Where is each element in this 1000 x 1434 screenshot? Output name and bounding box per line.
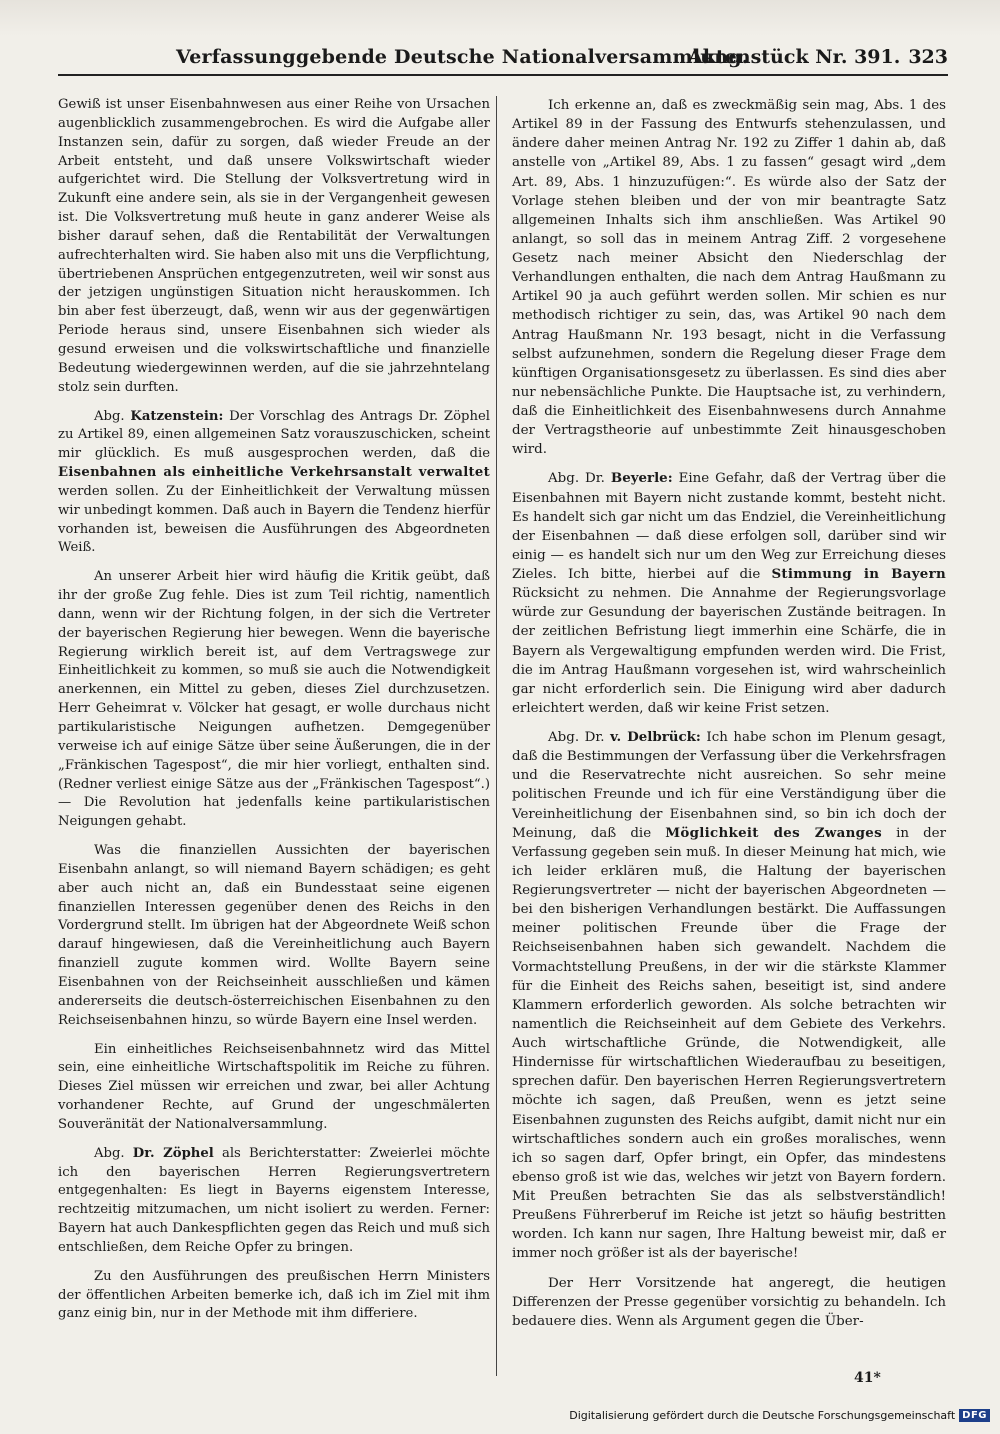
footer-text: Digitalisierung gefördert durch die Deutsche Forschungsgemeinschaft (569, 1409, 956, 1422)
paragraph: Gewiß ist unser Eisenbahnwesen aus einer Reihe von Ursachen augenblicklich zusammengebrochen. Es wird die Aufgabe aller Instanzen sein, dafür zu sorgen, daß wieder Freude an der Arbeit entsteht, und daß unsere Volkswirtschaft wieder aufgerichtet wird. Die Stellung der Volksvertretung wird in Zukunft eine andere sein, als sie in der Vergangenheit gewesen ist. Die Volksvertretung muß heute in ganz anderer Weise als bisher darauf sehen, daß die Rentabilität der Verwaltungen aufrechterhalten wird. Sie haben also mit uns die Verpflichtung, übertriebenen Ansprüchen entgegenzutreten, weil wir sonst aus der jetzigen ungünstigen Situation nicht herauskommen. Ich bin aber fest überzeugt, daß, wenn wir aus der gegenwärtigen Periode heraus sind, unsere Eisenbahnen sich wieder als gesund erweisen und die volkswirtschaftliche und finanzielle Bedeutung wiedergewinnen werden, auf die sie jahrzehntelang stolz sein durften. (58, 97, 491, 395)
page-number: 323 (908, 46, 948, 68)
scan-edge (0, 0, 1000, 36)
emphasized-text: Eisenbahnen als einheitliche Verkehrsanstalt verwaltet (58, 465, 490, 481)
left-column (58, 96, 490, 1324)
digitization-footer (569, 1409, 990, 1422)
paragraph-text: als Berichterstatter: Zweierlei möchte ich den bayerischen Herren Regierungsvertretern entgegenhalten: Es liegt in Bayerns eigenstem Interesse, rechtzeitig mitzumachen, um nicht isoliert zu werden. Ferner: Bayern hat auch Dankespflichten gegen das Reich und muß sich entschließen, dem Reiche Opfer zu bringen. (58, 1145, 490, 1255)
speaker-name: Beyerle: (610, 470, 673, 487)
signature-mark: 41* (854, 1370, 881, 1386)
speaker-name: v. Delbrück: (610, 729, 701, 745)
dfg-logo-icon: DFG (959, 1409, 990, 1422)
speaker-name: Katzenstein: (130, 408, 224, 424)
paragraph-text: Der Vorschlag des Antrags Dr. Zöphel zu Artikel 89, einen allgemeinen Satz vorauszuschicken, scheint mir glücklich. Es muß ausgesprochen werden, daß die (58, 408, 490, 462)
paragraph-text: Rücksicht zu nehmen. Die Annahme der Regierungsvorlage würde zur Gesundung der bayerischen Zustände beitragen. In der zeitlichen Befristung liegt immerhin eine Schärfe, die in Bayern als Vergewaltigung empfunden werden wird. Die Frist, die im Antrag Haußmann vorgesehen ist, wird wahrscheinlich gar nicht erforderlich sein. Die Einigung wird aber dadurch erleichtert werden, daß wir keine Frist setzen. (512, 586, 946, 716)
speaker-prefix: Abg. Dr. (548, 471, 605, 487)
paragraph: Zu den Ausführungen des preußischen Herrn Ministers der öffentlichen Arbeiten bemerke ich, daß ich im Ziel mit ihm ganz einig bin, nur in der Methode mit ihm differiere. (58, 1268, 490, 1322)
emphasized-text: Möglichkeit des Zwanges (665, 824, 882, 841)
speaker-prefix: Abg. Dr. (548, 730, 605, 745)
speaker-prefix: Abg. (94, 408, 125, 424)
header-doc-number: Aktenstück Nr. 391. (688, 46, 901, 68)
speaker-name: Dr. Zöphel (132, 1145, 214, 1161)
column-divider (496, 96, 497, 1376)
speaker-prefix: Abg. (94, 1145, 125, 1161)
paragraph-katzenstein (58, 408, 490, 559)
right-column (512, 96, 946, 1331)
paragraph-delbrueck (512, 728, 946, 1264)
paragraph: Der Herr Vorsitzende hat angeregt, die heutigen Differenzen der Presse gegenüber vorsichtig zu behandeln. Ich bedauere dies. Wenn als Argument gegen die Über- (512, 1275, 946, 1329)
running-header (58, 44, 948, 76)
paragraph-text: Ich habe schon im Plenum gesagt, daß die Bestimmungen der Verfassung über die Verkehrsfragen und die Reservatrechte nicht ausreichen. So sehr meine politischen Freunde und ich für eine Verständigung über die Vereinheitlichung der Eisenbahnen sind, so bin ich doch der Meinung, daß die (512, 730, 946, 841)
paragraph-zoephel (58, 1145, 490, 1258)
emphasized-text: Stimmung in Bayern (771, 566, 947, 582)
paragraph-beyerle (512, 469, 946, 718)
paragraph-text: in der Verfassung gegeben sein muß. In dieser Meinung hat mich, wie ich leider erklären muß, die Haltung der bayerischen Regierungsvertreter — nicht der bayerischen Abgeordneten — bei den bisherigen Verhandlungen bestärkt. Die Auffassungen meiner politischen Freunde über die Frage der Reichseisenbahnen haben sich gewandelt. Nachdem die Vormachtstellung Preußens, in der wir die stärkste Klammer für die Einheit des Reichs sahen, beseitigt ist, sind andere Klammern erforderlich geworden. Als solche betrachten wir namentlich die Reichseinheit auf dem Gebiete des Verkehrs. Auch wirtschaftliche Gründe, die Notwendigkeit, alle Hindernisse für wirtschaftlichen Wiederaufbau zu beseitigen, sprechen dafür. Den bayerischen Herren Regierungsvertretern möchte ich sagen, daß Preußen, wenn es jetzt seine Eisenbahnen zugunsten des Reichs aufgibt, damit nicht nur ein wirtschaftliches sondern auch ein großes moralisches, wenn ich so sagen darf, Opfer bringt, ein Opfer, das mindestens ebenso groß ist wie das, welches wir jetzt von Bayern fordern. Mit Preußen betrachten Sie das als selbstverständlich! Preußens Führerberuf im Reiche ist jetzt so häufig bestritten worden. Ich kann nur sagen, Ihre Haltung beweist mir, daß er immer noch größer ist als der bayerische! (512, 825, 947, 1262)
paragraph: Was die finanziellen Aussichten der bayerischen Eisenbahn anlangt, so will niemand Bayern schädigen; es geht aber auch nicht an, daß ein Bundesstaat seine eigenen finanziellen Interessen gegenüber denen des Reichs in den Vordergrund stellt. Im übrigen hat der Abgeordnete Weiß schon darauf hingewiesen, daß die Vereinheitlichung auch Bayern finanziell zugute kommen wird. Wollte Bayern seine Eisenbahnen von der Reichseinheit ausschließen und kämen andererseits die deutsch-österreichischen Eisenbahnen zu den Reichseisenbahnen hinzu, so würde Bayern eine Insel werden. (58, 843, 490, 1028)
header-title: Verfassunggebende Deutsche Nationalversammlung. (176, 46, 749, 68)
paragraph: Ein einheitliches Reichseisenbahnnetz wird das Mittel sein, eine einheitliche Wirtschaftspolitik im Reiche zu führen. Dieses Ziel müssen wir erreichen und zwar, bei aller Achtung vorhandener Rechte, auf Grund der ungeschmälerten Souveränität der Nationalversammlung. (58, 1041, 490, 1132)
paragraph-text: Eine Gefahr, daß der Vertrag über die Eisenbahnen mit Bayern nicht zustande kommt, besteht nicht. Es handelt sich gar nicht um das Endziel, die Vereinheitlichung der Eisenbahnen — daß diese erfolgen soll, darüber sind wir einig — es handelt sich nur um den Weg zur Erreichung dieses Zieles. Ich bitte, hierbei auf die (512, 471, 947, 582)
paragraph: An unserer Arbeit hier wird häufig die Kritik geübt, daß ihr der große Zug fehle. Dies ist zum Teil richtig, namentlich dann, wenn wir der Richtung folgen, in der sich die Vertreter der bayerischen Regierung hier bewegen. Wenn die bayerische Regierung wirklich bereit ist, auf dem Vertragswege zur Einheitlichkeit zu kommen, so muß sie auch die Notwendigkeit anerkennen, ein Mittel zu geben, dieses Ziel durchzusetzen. Herr Geheimrat v. Völcker hat gesagt, er wolle durchaus nicht partikularistische Neigungen aufhetzen. Demgegenüber verweise ich auf einige Sätze über seine Äußerungen, die in der „Fränkischen Tagespost“, die mir hier vorliegt, enthalten sind. (Redner verliest einige Sätze aus der „Fränkischen Tagespost“.) — Die Revolution hat jedenfalls keine partikularistischen Neigungen gehabt. (58, 569, 490, 830)
paragraph-text: werden sollen. Zu der Einheitlichkeit der Verwaltung müssen wir unbedingt kommen. Daß auch in Bayern die Tendenz hierfür vorhanden ist, beweisen die Ausführungen des Abgeordneten Weiß. (58, 483, 490, 556)
paragraph: Ich erkenne an, daß es zweckmäßig sein mag, Abs. 1 des Artikel 89 in der Fassung des Entwurfs stehenzulassen, und ändere daher meinen Antrag Nr. 192 zu Ziffer 1 dahin ab, daß anstelle von „Artikel 89, Abs. 1 zu fassen“ gesagt wird „dem Art. 89, Abs. 1 hinzuzufügen:“. Es würde also der Satz der Vorlage stehen bleiben und der von mir beantragte Satz allgemeinen Inhalts sich ihm anschließen. Was Artikel 90 anlangt, so soll das in meinem Antrag Ziff. 2 vorgesehene Gesetz nach meiner Absicht den Niederschlag der Verhandlungen enthalten, die nach dem Antrag Haußmann zu Artikel 90 ja auch geführt werden sollen. Mir schien es nur methodisch richtiger zu sein, das, was Artikel 90 nach dem Antrag Haußmann Nr. 193 besagt, nicht in die Verfassung selbst aufzunehmen, sondern die Regelung dieser Frage dem künftigen Organisationsgesetz zu überlassen. Es sind dies aber nur nebensächliche Punkte. Die Hauptsache ist, zu verhindern, daß die Einheitlichkeit des Eisenbahnwesens durch Annahme der Vertragstheorie auf unbestimmte Zeit hinausgeschoben wird. (512, 98, 946, 458)
